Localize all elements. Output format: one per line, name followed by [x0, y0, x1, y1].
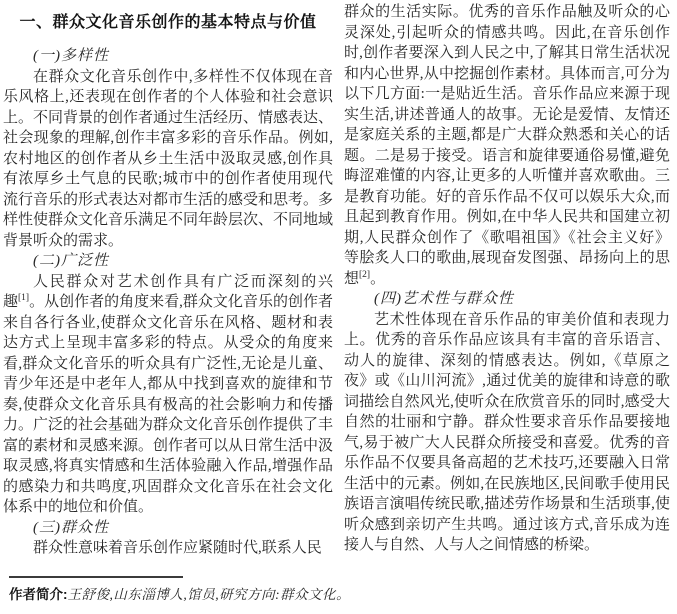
paragraph-text: 趣: [3, 294, 19, 310]
paragraph-text: 。: [370, 270, 386, 287]
paragraph-diversity: 在群众文化音乐创作中,多样性不仅体现在音乐风格上,还表现在创作者的个人体验和社会意识上。不同背景的创作者通过生活经历、情感表达、社会现象的理解,创作丰富多彩的音乐作品。例如,农村地区的创作者从乡土生活中汲取灵感,创作具有浓厚乡土气息的民歌;城市中的创作者使用现代流行音乐的形式表达对都市生活的感受和思考。多样性使群众文化音乐满足不同年龄层次、不同地域背景听众的需求。: [3, 68, 334, 249]
paragraph-text: 群众的生活实际。优秀的音乐作品触及听众的心灵深处,引起听众的情感共鸣。因此,在音乐创作时,创作者要深入到人民之中,了解其日常生活状况和内心世界,从中挖掘创作素材。具体而言,可分为以下几方面:一是贴近生活。音乐作品应来源于现实生活,讲述普通人的故事。无论是爱情、友情还是家庭关系的主题,都是广大群众熟悉和关心的话题。二是易于接受。语言和旋律要通俗易懂,避免晦涩难懂的内容,让更多的人听懂并喜欢歌曲。三是教育功能。好的音乐作品不仅可以娱乐大众,而且起到教育作用。例如,在中华人民共和国建立初期,人民群众创作了《歌唱祖国》《社会主义好》等脍炙人口的歌曲,展现奋发图强、昂扬向上的思想: [344, 4, 670, 287]
subsection-heading-diversity: (一)多样性: [33, 48, 109, 64]
paragraph-text: 人民群众对艺术创作具有广泛而深刻的兴: [33, 273, 333, 290]
citation-ref-1: [1]: [18, 293, 30, 303]
footnote-divider: [9, 576, 183, 578]
paragraph-mass-character-continued: [344, 2, 670, 289]
author-bio-text: 王舒俊,山东淄博人,馆员,研究方向:群众文化。: [67, 587, 351, 602]
left-column: [3, 0, 333, 559]
paragraph-text: 从创作者的角度来看,群众文化音乐的创作者来自各行各业,使群众文化音乐在风格、题材和表达方式上呈现丰富多彩的特点。从受众的角度来看,群众文化音乐的听众具有广泛性,无论是儿童、青少年还是中老年人,都从中找到喜欢的旋律和节奏,使群众文化音乐具有极高的社会影响力和传播力。广泛的社会基础为群众文化音乐创作提供了丰富的素材和灵感来源。创作者可以从日常生活中汲取灵感,将真实情感和生活体验融入作品,增强作品的感染力和共鸣度,巩固群众文化音乐在社会文化体系中的地位和价值。: [3, 294, 334, 515]
paragraph-artistry: 艺术性体现在音乐作品的审美价值和表现力上。优秀的音乐作品应该具有丰富的音乐语言、动人的旋律、深刻的情感表达。例如,《草原之夜》或《山川河流》,通过优美的旋律和诗意的歌词描绘自然风光,使听众在欣赏音乐的同时,感受大自然的壮丽和宁静。群众性要求音乐作品要接地气,易于被广大人民群众所接受和喜爱。优秀的音乐作品不仅要具备高超的艺术技巧,还要融入日常生活中的元素。例如,在民族地区,民间歌手使用民族语言演唱传统民歌,描述劳作场景和生活琐事,使听众感到亲切产生共鸣。通过该方式,音乐成为连接人与自然、人与人之间情感的桥梁。: [344, 311, 670, 553]
author-bio-label: 作者简介:: [9, 587, 68, 602]
subsection-heading-universality: (二)广泛性: [33, 253, 109, 269]
citation-ref-2: [2]: [359, 269, 371, 280]
paragraph-text: 。: [29, 294, 45, 310]
paragraph-mass-character-start: 群众性意味着音乐创作应紧随时代,联系人民: [33, 540, 322, 556]
section-title: 一、群众文化音乐创作的基本特点与价值: [19, 14, 317, 31]
author-bio-footnote: [9, 585, 350, 604]
subsection-heading-mass-character: (三)群众性: [33, 519, 109, 536]
right-column: [344, 2, 670, 556]
footnote-ref-group: [3, 294, 44, 310]
subsection-heading-artistry: (四)艺术性与群众性: [374, 291, 514, 307]
paragraph-universality: [3, 272, 333, 518]
